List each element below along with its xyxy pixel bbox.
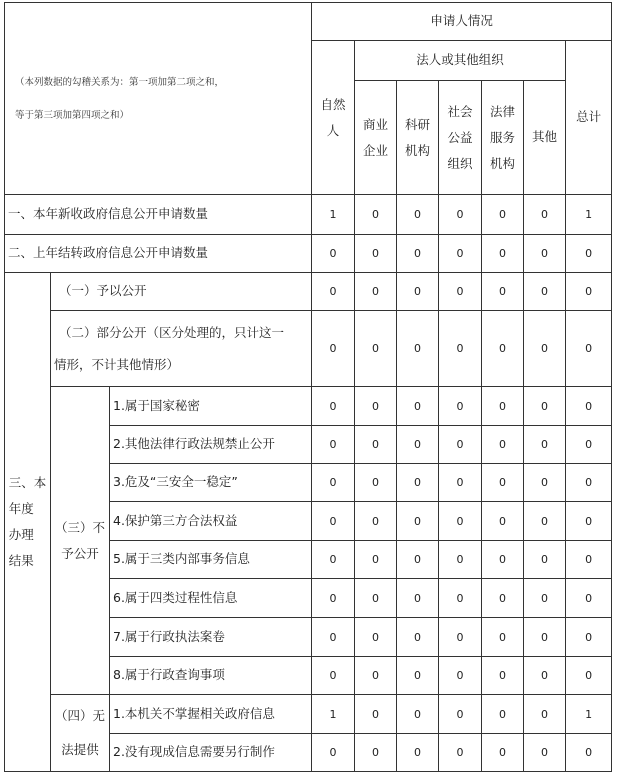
row-label: 8.属于行政查询事项 <box>110 657 312 695</box>
cell-value: 0 <box>439 195 482 235</box>
cell-value: 0 <box>482 426 524 464</box>
cell-value: 0 <box>482 579 524 618</box>
legal-or-other-header: 法人或其他组织 <box>355 41 566 81</box>
cell-value: 0 <box>355 541 397 579</box>
cell-value: 0 <box>439 311 482 387</box>
cell-value: 0 <box>397 464 439 502</box>
row-label: 一、本年新收政府信息公开申请数量 <box>5 195 312 235</box>
note-line-1: （本列数据的勾稽关系为：第一项加第二项之和， <box>15 76 225 88</box>
cell-value: 0 <box>524 502 566 541</box>
cell-value: 0 <box>397 235 439 273</box>
cell-value: 0 <box>397 195 439 235</box>
cell-value: 0 <box>439 657 482 695</box>
row-label: （一）予以公开 <box>51 273 312 311</box>
cell-value: 0 <box>566 734 612 772</box>
cell-value: 0 <box>524 657 566 695</box>
cell-value: 0 <box>524 464 566 502</box>
row-label: 1.属于国家秘密 <box>110 387 312 426</box>
cell-value: 0 <box>524 695 566 734</box>
unable-to-provide-group-label: （四）无 法提供 <box>51 695 110 772</box>
cell-value: 0 <box>524 387 566 426</box>
commercial-enterprise-header: 商业 企业 <box>355 81 397 195</box>
cell-value: 0 <box>397 273 439 311</box>
cell-value: 0 <box>439 464 482 502</box>
cell-value: 0 <box>397 502 439 541</box>
cell-value: 0 <box>566 579 612 618</box>
cell-value: 0 <box>482 618 524 657</box>
cell-value: 0 <box>524 426 566 464</box>
cell-value: 0 <box>566 464 612 502</box>
row-label: 6.属于四类过程性信息 <box>110 579 312 618</box>
cell-value: 0 <box>524 195 566 235</box>
cell-value: 0 <box>355 579 397 618</box>
table-row <box>5 235 612 273</box>
cell-value: 0 <box>482 464 524 502</box>
cell-value: 0 <box>397 695 439 734</box>
cell-value: 0 <box>312 579 355 618</box>
cell-value: 0 <box>524 235 566 273</box>
table-row <box>5 387 612 426</box>
cell-value: 0 <box>439 426 482 464</box>
not-public-group-label: （三）不 予公开 <box>51 387 110 695</box>
row-label: 1.本机关不掌握相关政府信息 <box>110 695 312 734</box>
total-header: 总计 <box>566 41 612 195</box>
table-row <box>5 695 612 734</box>
row-label: 4.保护第三方合法权益 <box>110 502 312 541</box>
cell-value: 0 <box>312 502 355 541</box>
cell-value: 0 <box>482 502 524 541</box>
cell-value: 0 <box>524 734 566 772</box>
application-statistics-table <box>4 2 612 772</box>
cell-value: 0 <box>566 311 612 387</box>
cell-value: 0 <box>355 695 397 734</box>
note-line-2: 等于第三项加第四项之和） <box>15 109 130 121</box>
cell-value: 1 <box>312 695 355 734</box>
cell-value: 0 <box>524 541 566 579</box>
other-header: 其他 <box>524 81 566 195</box>
cell-value: 0 <box>312 618 355 657</box>
cell-value: 0 <box>312 273 355 311</box>
cell-value: 0 <box>397 579 439 618</box>
cell-value: 0 <box>312 235 355 273</box>
cell-value: 0 <box>439 541 482 579</box>
cell-value: 0 <box>397 734 439 772</box>
cell-value: 0 <box>355 195 397 235</box>
cell-value: 0 <box>566 426 612 464</box>
cell-value: 0 <box>439 387 482 426</box>
cell-value: 0 <box>482 311 524 387</box>
cell-value: 0 <box>482 695 524 734</box>
cell-value: 0 <box>482 387 524 426</box>
table-row <box>5 195 612 235</box>
cell-value: 1 <box>566 695 612 734</box>
cell-value: 0 <box>482 195 524 235</box>
research-institution-header: 科研 机构 <box>397 81 439 195</box>
cell-value: 0 <box>524 273 566 311</box>
row-label: 2.没有现成信息需要另行制作 <box>110 734 312 772</box>
cell-value: 0 <box>482 273 524 311</box>
cell-value: 0 <box>566 657 612 695</box>
annual-result-group-label: 三、本 年度 办理 结果 <box>5 273 51 772</box>
cell-value: 0 <box>524 618 566 657</box>
cell-value: 0 <box>482 734 524 772</box>
cell-value: 0 <box>439 618 482 657</box>
cell-value: 0 <box>439 273 482 311</box>
cell-value: 0 <box>439 695 482 734</box>
row-label: 3.危及“三安全一稳定” <box>110 464 312 502</box>
cell-value: 0 <box>355 734 397 772</box>
cell-value: 0 <box>355 235 397 273</box>
cell-value: 0 <box>312 541 355 579</box>
relationship-note <box>5 3 312 195</box>
cell-value: 0 <box>312 387 355 426</box>
cell-value: 0 <box>355 657 397 695</box>
applicant-status-header: 申请人情况 <box>312 3 612 41</box>
row-label: 2.其他法律行政法规禁止公开 <box>110 426 312 464</box>
cell-value: 0 <box>397 311 439 387</box>
cell-value: 0 <box>566 235 612 273</box>
cell-value: 0 <box>312 657 355 695</box>
cell-value: 0 <box>397 657 439 695</box>
cell-value: 0 <box>482 541 524 579</box>
cell-value: 0 <box>397 426 439 464</box>
cell-value: 0 <box>566 502 612 541</box>
cell-value: 0 <box>397 387 439 426</box>
cell-value: 0 <box>355 311 397 387</box>
partial-public-label: （二）部分公开（区分处理的，只计这一 情形，不计其他情形） <box>51 311 312 387</box>
cell-value: 0 <box>566 387 612 426</box>
cell-value: 0 <box>566 541 612 579</box>
cell-value: 0 <box>355 502 397 541</box>
cell-value: 0 <box>439 235 482 273</box>
table-row <box>5 273 612 311</box>
legal-service-org-header: 法律 服务 机构 <box>482 81 524 195</box>
row-label: 5.属于三类内部事务信息 <box>110 541 312 579</box>
cell-value: 0 <box>355 273 397 311</box>
cell-value: 0 <box>312 426 355 464</box>
social-welfare-org-header: 社会 公益 组织 <box>439 81 482 195</box>
cell-value: 0 <box>312 311 355 387</box>
cell-value: 0 <box>482 235 524 273</box>
cell-value: 0 <box>566 618 612 657</box>
cell-value: 0 <box>397 618 439 657</box>
row-label: 7.属于行政执法案卷 <box>110 618 312 657</box>
row-label: 二、上年结转政府信息公开申请数量 <box>5 235 312 273</box>
cell-value: 0 <box>439 502 482 541</box>
cell-value: 0 <box>439 734 482 772</box>
cell-value: 1 <box>566 195 612 235</box>
cell-value: 0 <box>524 579 566 618</box>
cell-value: 1 <box>312 195 355 235</box>
cell-value: 0 <box>355 618 397 657</box>
cell-value: 0 <box>355 464 397 502</box>
cell-value: 0 <box>355 426 397 464</box>
cell-value: 0 <box>355 387 397 426</box>
cell-value: 0 <box>566 273 612 311</box>
natural-person-header: 自然 人 <box>312 41 355 195</box>
cell-value: 0 <box>312 464 355 502</box>
cell-value: 0 <box>439 579 482 618</box>
cell-value: 0 <box>482 657 524 695</box>
cell-value: 0 <box>312 734 355 772</box>
cell-value: 0 <box>397 541 439 579</box>
table-row <box>5 311 612 387</box>
cell-value: 0 <box>524 311 566 387</box>
